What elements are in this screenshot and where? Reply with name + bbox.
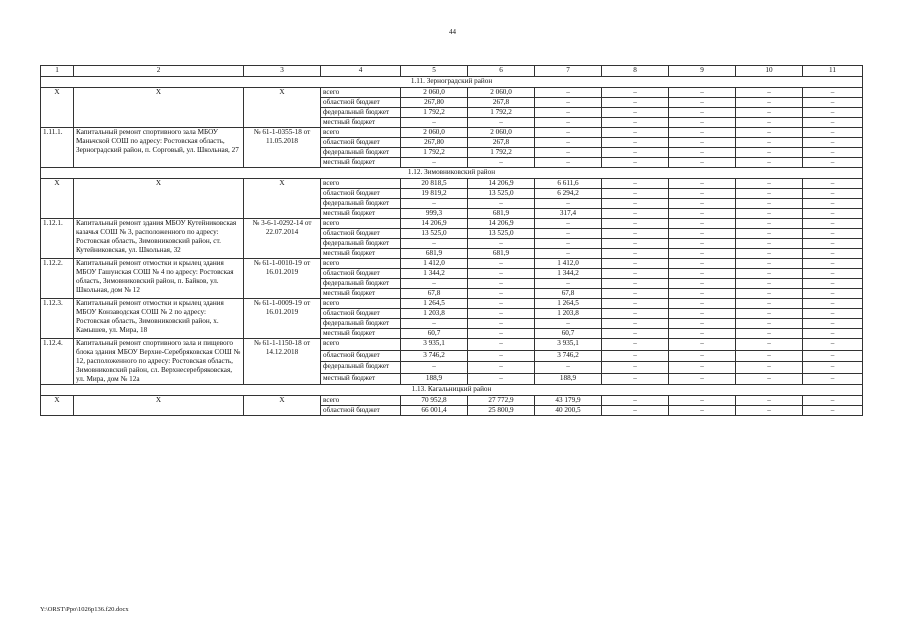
section-title: 1.11. Зерноградский район (41, 77, 863, 88)
column-number: 8 (602, 66, 669, 77)
item-document: № 61-1-0009-19 от 16.01.2019 (244, 299, 321, 339)
amount-cell: – (602, 158, 669, 168)
amount-cell: – (803, 108, 863, 118)
amount-cell: – (736, 373, 803, 385)
budget-table (40, 65, 863, 416)
amount-cell: 3 746,2 (535, 350, 602, 362)
amount-cell: 1 264,5 (535, 299, 602, 309)
amount-cell: 13 525,0 (401, 229, 468, 239)
funding-source: местный бюджет (321, 209, 401, 219)
amount-cell: – (803, 148, 863, 158)
amount-cell: – (602, 138, 669, 148)
amount-cell: – (669, 98, 736, 108)
amount-cell: – (736, 319, 803, 329)
amount-cell: 70 952,8 (401, 396, 468, 406)
item-name: Капитальный ремонт отмостки и крылец здания МБОУ Конзаводская СОШ № 2 по адресу: Ростовская область, Зимовниковский район, х. Камышев, ул. Мира, 18 (74, 299, 244, 339)
amount-cell: 66 001,4 (401, 406, 468, 416)
amount-cell: – (602, 118, 669, 128)
amount-cell: – (602, 229, 669, 239)
amount-cell: – (602, 319, 669, 329)
amount-cell: – (803, 88, 863, 98)
amount-cell: – (468, 239, 535, 249)
amount-cell: – (669, 279, 736, 289)
amount-cell: – (535, 239, 602, 249)
section-title-row (41, 168, 863, 179)
amount-cell: – (803, 199, 863, 209)
amount-cell: – (803, 329, 863, 339)
funding-source: всего (321, 88, 401, 98)
amount-cell: 3 935,1 (401, 339, 468, 351)
amount-cell: – (736, 219, 803, 229)
amount-cell: – (602, 350, 669, 362)
amount-cell: 681,9 (468, 249, 535, 259)
item-name: X (74, 88, 244, 128)
amount-cell: – (602, 199, 669, 209)
amount-cell: 14 206,9 (401, 219, 468, 229)
amount-cell: – (468, 299, 535, 309)
funding-source: областной бюджет (321, 350, 401, 362)
amount-cell: – (803, 309, 863, 319)
amount-cell: – (669, 299, 736, 309)
amount-cell: – (468, 279, 535, 289)
amount-cell: – (602, 289, 669, 299)
column-number: 10 (736, 66, 803, 77)
amount-cell: – (669, 239, 736, 249)
amount-cell: – (535, 249, 602, 259)
amount-cell: 999,3 (401, 209, 468, 219)
amount-cell: 60,7 (535, 329, 602, 339)
amount-cell: – (669, 259, 736, 269)
amount-cell: – (535, 88, 602, 98)
item-document: № 3-6-1-0292-14 от 22.07.2014 (244, 219, 321, 259)
amount-cell: – (736, 269, 803, 279)
column-number: 2 (74, 66, 244, 77)
amount-cell: 188,9 (401, 373, 468, 385)
amount-cell: 1 412,0 (535, 259, 602, 269)
amount-cell: – (669, 229, 736, 239)
funding-source: областной бюджет (321, 98, 401, 108)
item-number: 1.12.2. (41, 259, 74, 299)
amount-cell: – (669, 269, 736, 279)
amount-cell: – (669, 128, 736, 138)
table-row (41, 128, 863, 138)
amount-cell: – (736, 199, 803, 209)
funding-source: федеральный бюджет (321, 319, 401, 329)
amount-cell: – (535, 98, 602, 108)
funding-source: местный бюджет (321, 118, 401, 128)
amount-cell: – (602, 269, 669, 279)
amount-cell: 2 060,0 (401, 128, 468, 138)
amount-cell: – (736, 179, 803, 189)
amount-cell: – (736, 259, 803, 269)
amount-cell: 25 800,9 (468, 406, 535, 416)
item-name: Капитальный ремонт здания МБОУ Кутейниковская казачья СОШ № 3, расположенного по адресу: Ростовская область, Зимовниковский район, ст. Кутейниковская, ул. Школьная, 32 (74, 219, 244, 259)
amount-cell: – (669, 158, 736, 168)
amount-cell: – (736, 88, 803, 98)
amount-cell: – (803, 118, 863, 128)
funding-source: всего (321, 219, 401, 229)
amount-cell: – (468, 309, 535, 319)
amount-cell: – (736, 229, 803, 239)
amount-cell: 14 206,9 (468, 179, 535, 189)
amount-cell: 1 203,8 (401, 309, 468, 319)
table-row (41, 339, 863, 351)
amount-cell: – (602, 339, 669, 351)
amount-cell: – (602, 189, 669, 199)
amount-cell: 267,80 (401, 138, 468, 148)
amount-cell: – (803, 239, 863, 249)
amount-cell: 13 525,0 (468, 229, 535, 239)
amount-cell: – (602, 299, 669, 309)
amount-cell: – (736, 108, 803, 118)
amount-cell: – (602, 279, 669, 289)
amount-cell: – (468, 329, 535, 339)
item-document: № 61-1-0355-18 от 11.05.2018 (244, 128, 321, 168)
amount-cell: – (669, 406, 736, 416)
funding-source: областной бюджет (321, 138, 401, 148)
funding-source: областной бюджет (321, 269, 401, 279)
amount-cell: – (669, 362, 736, 374)
amount-cell: 2 060,0 (401, 88, 468, 98)
amount-cell: 1 792,2 (468, 108, 535, 118)
amount-cell: – (669, 219, 736, 229)
amount-cell: – (669, 329, 736, 339)
amount-cell: 13 525,0 (468, 189, 535, 199)
amount-cell: – (736, 148, 803, 158)
amount-cell: 267,8 (468, 138, 535, 148)
column-number: 3 (244, 66, 321, 77)
amount-cell: – (669, 209, 736, 219)
column-number-row (41, 66, 863, 77)
amount-cell: – (669, 108, 736, 118)
amount-cell: – (468, 339, 535, 351)
amount-cell: – (669, 319, 736, 329)
amount-cell: 1 792,2 (401, 148, 468, 158)
amount-cell: – (401, 279, 468, 289)
amount-cell: – (602, 373, 669, 385)
amount-cell: – (736, 339, 803, 351)
item-document: X (244, 88, 321, 128)
amount-cell: – (736, 362, 803, 374)
amount-cell: – (803, 179, 863, 189)
amount-cell: – (468, 158, 535, 168)
item-name: X (74, 179, 244, 219)
item-document: № 61-1-1150-18 от 14.12.2018 (244, 339, 321, 385)
amount-cell: – (401, 239, 468, 249)
amount-cell: – (669, 289, 736, 299)
amount-cell: – (401, 319, 468, 329)
amount-cell: – (736, 128, 803, 138)
amount-cell: – (736, 249, 803, 259)
funding-source: всего (321, 339, 401, 351)
amount-cell: – (803, 259, 863, 269)
amount-cell: – (803, 299, 863, 309)
amount-cell: – (468, 199, 535, 209)
amount-cell: – (535, 219, 602, 229)
amount-cell: – (602, 108, 669, 118)
amount-cell: – (736, 396, 803, 406)
table-row (41, 259, 863, 269)
table-row (41, 219, 863, 229)
amount-cell: – (736, 189, 803, 199)
amount-cell: – (535, 128, 602, 138)
amount-cell: – (803, 362, 863, 374)
amount-cell: 2 060,0 (468, 88, 535, 98)
funding-source: областной бюджет (321, 406, 401, 416)
amount-cell: 317,4 (535, 209, 602, 219)
amount-cell: – (803, 189, 863, 199)
table-row (41, 88, 863, 98)
amount-cell: – (803, 319, 863, 329)
amount-cell: – (468, 118, 535, 128)
amount-cell: – (669, 339, 736, 351)
column-number: 9 (669, 66, 736, 77)
amount-cell: – (669, 179, 736, 189)
amount-cell: – (803, 229, 863, 239)
amount-cell: – (602, 209, 669, 219)
amount-cell: – (669, 309, 736, 319)
amount-cell: – (736, 158, 803, 168)
amount-cell: – (535, 158, 602, 168)
amount-cell: – (535, 279, 602, 289)
amount-cell: – (736, 329, 803, 339)
amount-cell: 67,8 (401, 289, 468, 299)
section-title-row (41, 385, 863, 396)
amount-cell: 1 264,5 (401, 299, 468, 309)
item-name: Капитальный ремонт спортивного зала и пищевого блока здания МБОУ Верхне-Серебряковская СОШ № 12, расположенного по адресу: Ростовская область, Зимовниковский район, сл. Верхнесеребряковская, ул. Мира, дом № 12а (74, 339, 244, 385)
amount-cell: – (736, 279, 803, 289)
amount-cell: 1 203,8 (535, 309, 602, 319)
amount-cell: 20 818,5 (401, 179, 468, 189)
amount-cell: – (803, 406, 863, 416)
amount-cell: – (736, 299, 803, 309)
amount-cell: – (535, 362, 602, 374)
item-document: X (244, 396, 321, 416)
funding-source: местный бюджет (321, 373, 401, 385)
section-title: 1.12. Зимовниковский район (41, 168, 863, 179)
page-number: 44 (449, 28, 456, 36)
column-number: 5 (401, 66, 468, 77)
funding-source: федеральный бюджет (321, 199, 401, 209)
amount-cell: 188,9 (535, 373, 602, 385)
funding-source: местный бюджет (321, 329, 401, 339)
amount-cell: – (803, 158, 863, 168)
item-name: Капитальный ремонт отмостки и крылец здания МБОУ Гашунская СОШ № 4 по адресу: Ростовская область, Зимовниковский район, п. Байков, ул. Школьная, дом № 12 (74, 259, 244, 299)
amount-cell: – (669, 189, 736, 199)
item-document: № 61-1-0010-19 от 16.01.2019 (244, 259, 321, 299)
column-number: 7 (535, 66, 602, 77)
amount-cell: – (803, 339, 863, 351)
item-document: X (244, 179, 321, 219)
amount-cell: 14 206,9 (468, 219, 535, 229)
amount-cell: – (602, 329, 669, 339)
amount-cell: 3 746,2 (401, 350, 468, 362)
funding-source: всего (321, 259, 401, 269)
amount-cell: – (535, 108, 602, 118)
amount-cell: – (468, 259, 535, 269)
amount-cell: 19 819,2 (401, 189, 468, 199)
amount-cell: – (535, 148, 602, 158)
amount-cell: – (401, 199, 468, 209)
amount-cell: 6 294,2 (535, 189, 602, 199)
amount-cell: – (669, 148, 736, 158)
amount-cell: – (669, 249, 736, 259)
item-number: X (41, 179, 74, 219)
amount-cell: – (803, 98, 863, 108)
amount-cell: – (803, 138, 863, 148)
amount-cell: 681,9 (468, 209, 535, 219)
amount-cell: – (468, 289, 535, 299)
amount-cell: 1 412,0 (401, 259, 468, 269)
item-number: 1.11.1. (41, 128, 74, 168)
amount-cell: – (602, 219, 669, 229)
amount-cell: – (468, 350, 535, 362)
amount-cell: 2 060,0 (468, 128, 535, 138)
amount-cell: – (736, 98, 803, 108)
amount-cell: 267,80 (401, 98, 468, 108)
amount-cell: 60,7 (401, 329, 468, 339)
item-name: X (74, 396, 244, 416)
amount-cell: 1 344,2 (535, 269, 602, 279)
amount-cell: – (535, 229, 602, 239)
funding-source: местный бюджет (321, 289, 401, 299)
amount-cell: – (803, 209, 863, 219)
amount-cell: – (669, 118, 736, 128)
amount-cell: – (602, 179, 669, 189)
amount-cell: – (535, 319, 602, 329)
amount-cell: – (803, 219, 863, 229)
amount-cell: – (736, 118, 803, 128)
amount-cell: 67,8 (535, 289, 602, 299)
section-title: 1.13. Кагальницкий район (41, 385, 863, 396)
funding-source: федеральный бюджет (321, 239, 401, 249)
amount-cell: – (803, 249, 863, 259)
funding-source: местный бюджет (321, 249, 401, 259)
amount-cell: – (669, 373, 736, 385)
column-number: 11 (803, 66, 863, 77)
funding-source: областной бюджет (321, 189, 401, 199)
amount-cell: 267,8 (468, 98, 535, 108)
amount-cell: – (803, 128, 863, 138)
funding-source: всего (321, 128, 401, 138)
amount-cell: – (669, 396, 736, 406)
amount-cell: – (669, 88, 736, 98)
amount-cell: – (803, 350, 863, 362)
amount-cell: – (736, 138, 803, 148)
item-number: 1.12.1. (41, 219, 74, 259)
item-number: X (41, 88, 74, 128)
column-number: 1 (41, 66, 74, 77)
amount-cell: 681,9 (401, 249, 468, 259)
amount-cell: – (602, 309, 669, 319)
amount-cell: – (602, 128, 669, 138)
amount-cell: – (401, 118, 468, 128)
amount-cell: 40 200,5 (535, 406, 602, 416)
funding-source: областной бюджет (321, 309, 401, 319)
amount-cell: – (602, 259, 669, 269)
item-number: 1.12.4. (41, 339, 74, 385)
amount-cell: – (669, 350, 736, 362)
item-number: 1.12.3. (41, 299, 74, 339)
amount-cell: – (736, 309, 803, 319)
file-path-footer: Y:\ORST\Ppo\1026p136.f20.docx (40, 606, 129, 613)
funding-source: местный бюджет (321, 158, 401, 168)
amount-cell: – (602, 88, 669, 98)
column-number: 4 (321, 66, 401, 77)
funding-source: федеральный бюджет (321, 362, 401, 374)
amount-cell: 1 792,2 (468, 148, 535, 158)
amount-cell: – (669, 138, 736, 148)
amount-cell: – (803, 396, 863, 406)
item-number: X (41, 396, 74, 416)
amount-cell: – (535, 118, 602, 128)
amount-cell: – (535, 199, 602, 209)
amount-cell: – (401, 362, 468, 374)
funding-source: федеральный бюджет (321, 148, 401, 158)
amount-cell: – (401, 158, 468, 168)
amount-cell: – (602, 362, 669, 374)
amount-cell: – (736, 239, 803, 249)
section-title-row (41, 77, 863, 88)
table-row (41, 396, 863, 406)
column-number: 6 (468, 66, 535, 77)
amount-cell: – (602, 148, 669, 158)
amount-cell: – (602, 98, 669, 108)
amount-cell: 6 611,6 (535, 179, 602, 189)
amount-cell: – (736, 350, 803, 362)
amount-cell: – (803, 279, 863, 289)
amount-cell: – (468, 362, 535, 374)
amount-cell: – (736, 289, 803, 299)
item-name: Капитальный ремонт спортивного зала МБОУ Маньчской СОШ по адресу: Ростовская область, Зерноградский район, п. Сорговый, ул. Школьная, 27 (74, 128, 244, 168)
amount-cell: 1 344,2 (401, 269, 468, 279)
amount-cell: – (736, 406, 803, 416)
funding-source: федеральный бюджет (321, 279, 401, 289)
amount-cell: – (803, 269, 863, 279)
amount-cell: – (602, 239, 669, 249)
amount-cell: – (602, 396, 669, 406)
amount-cell: 3 935,1 (535, 339, 602, 351)
amount-cell: – (602, 249, 669, 259)
funding-source: всего (321, 396, 401, 406)
amount-cell: – (803, 289, 863, 299)
amount-cell: – (535, 138, 602, 148)
table-row (41, 179, 863, 189)
funding-source: всего (321, 179, 401, 189)
amount-cell: – (602, 406, 669, 416)
funding-source: всего (321, 299, 401, 309)
funding-source: федеральный бюджет (321, 108, 401, 118)
amount-cell: 43 179,9 (535, 396, 602, 406)
amount-cell: – (669, 199, 736, 209)
amount-cell: – (468, 373, 535, 385)
amount-cell: – (803, 373, 863, 385)
amount-cell: 27 772,9 (468, 396, 535, 406)
amount-cell: – (468, 269, 535, 279)
amount-cell: – (736, 209, 803, 219)
funding-source: областной бюджет (321, 229, 401, 239)
amount-cell: – (468, 319, 535, 329)
amount-cell: 1 792,2 (401, 108, 468, 118)
table-row (41, 299, 863, 309)
